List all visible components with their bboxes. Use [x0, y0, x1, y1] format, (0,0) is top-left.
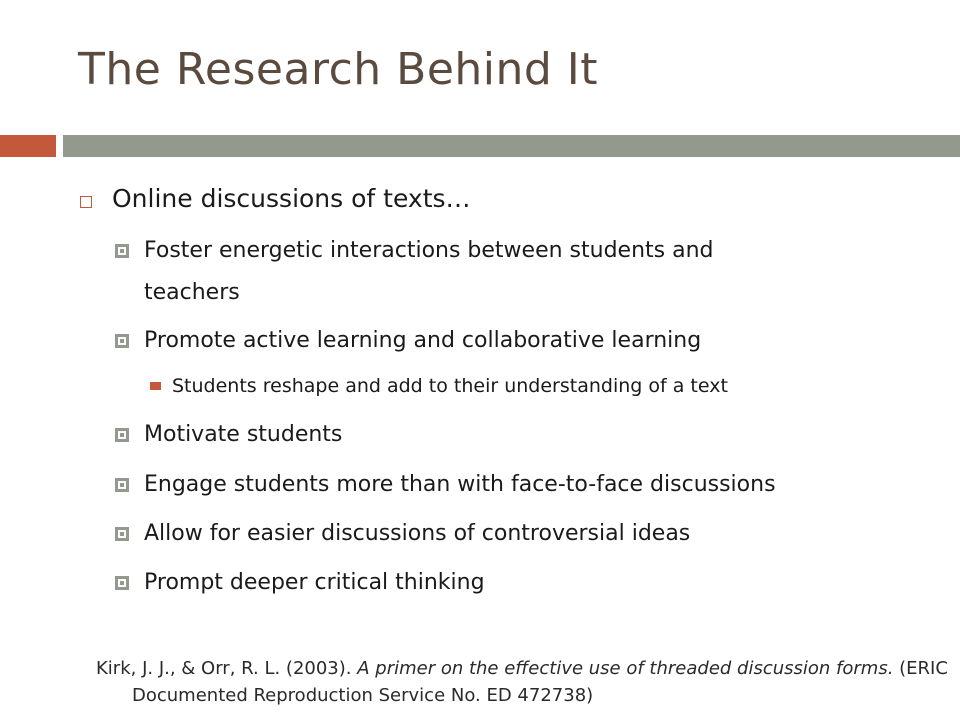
square-bullet-icon — [115, 244, 129, 258]
citation-tail: (ERIC — [893, 658, 948, 679]
citation-work-title: A primer on the effective use of threaded discussion forms. — [357, 658, 894, 679]
bullet-main: Online discussions of texts… — [112, 184, 471, 213]
filled-square-bullet-icon — [150, 382, 161, 390]
bullet-sub-2: Promote active learning and collaborative learning — [144, 328, 702, 353]
accent-bar-left — [0, 135, 56, 157]
square-bullet-icon — [115, 428, 129, 442]
hollow-square-bullet-icon — [80, 196, 92, 208]
bullet-sub-1-line-2: teachers — [144, 280, 240, 305]
square-bullet-icon — [115, 334, 129, 348]
bullet-sub-4: Engage students more than with face-to-face discussions — [144, 472, 776, 497]
bullet-sub-5: Allow for easier discussions of controversial ideas — [144, 521, 691, 546]
square-bullet-icon — [115, 527, 129, 541]
bullet-sub-6: Prompt deeper critical thinking — [144, 570, 485, 595]
citation-line-1 — [96, 658, 948, 679]
slide-title: The Research Behind It — [78, 44, 599, 95]
bullet-sub-2-detail: Students reshape and add to their understanding of a text — [172, 375, 728, 397]
square-bullet-icon — [115, 576, 129, 590]
citation-line-2: Documented Reproduction Service No. ED 472738) — [132, 685, 594, 706]
square-bullet-icon — [115, 478, 129, 492]
bullet-sub-1-line-1: Foster energetic interactions between students and — [144, 238, 714, 263]
bullet-sub-3: Motivate students — [144, 422, 343, 447]
citation-authors: Kirk, J. J., & Orr, R. L. (2003). — [96, 658, 358, 679]
accent-bar-right — [63, 135, 960, 157]
